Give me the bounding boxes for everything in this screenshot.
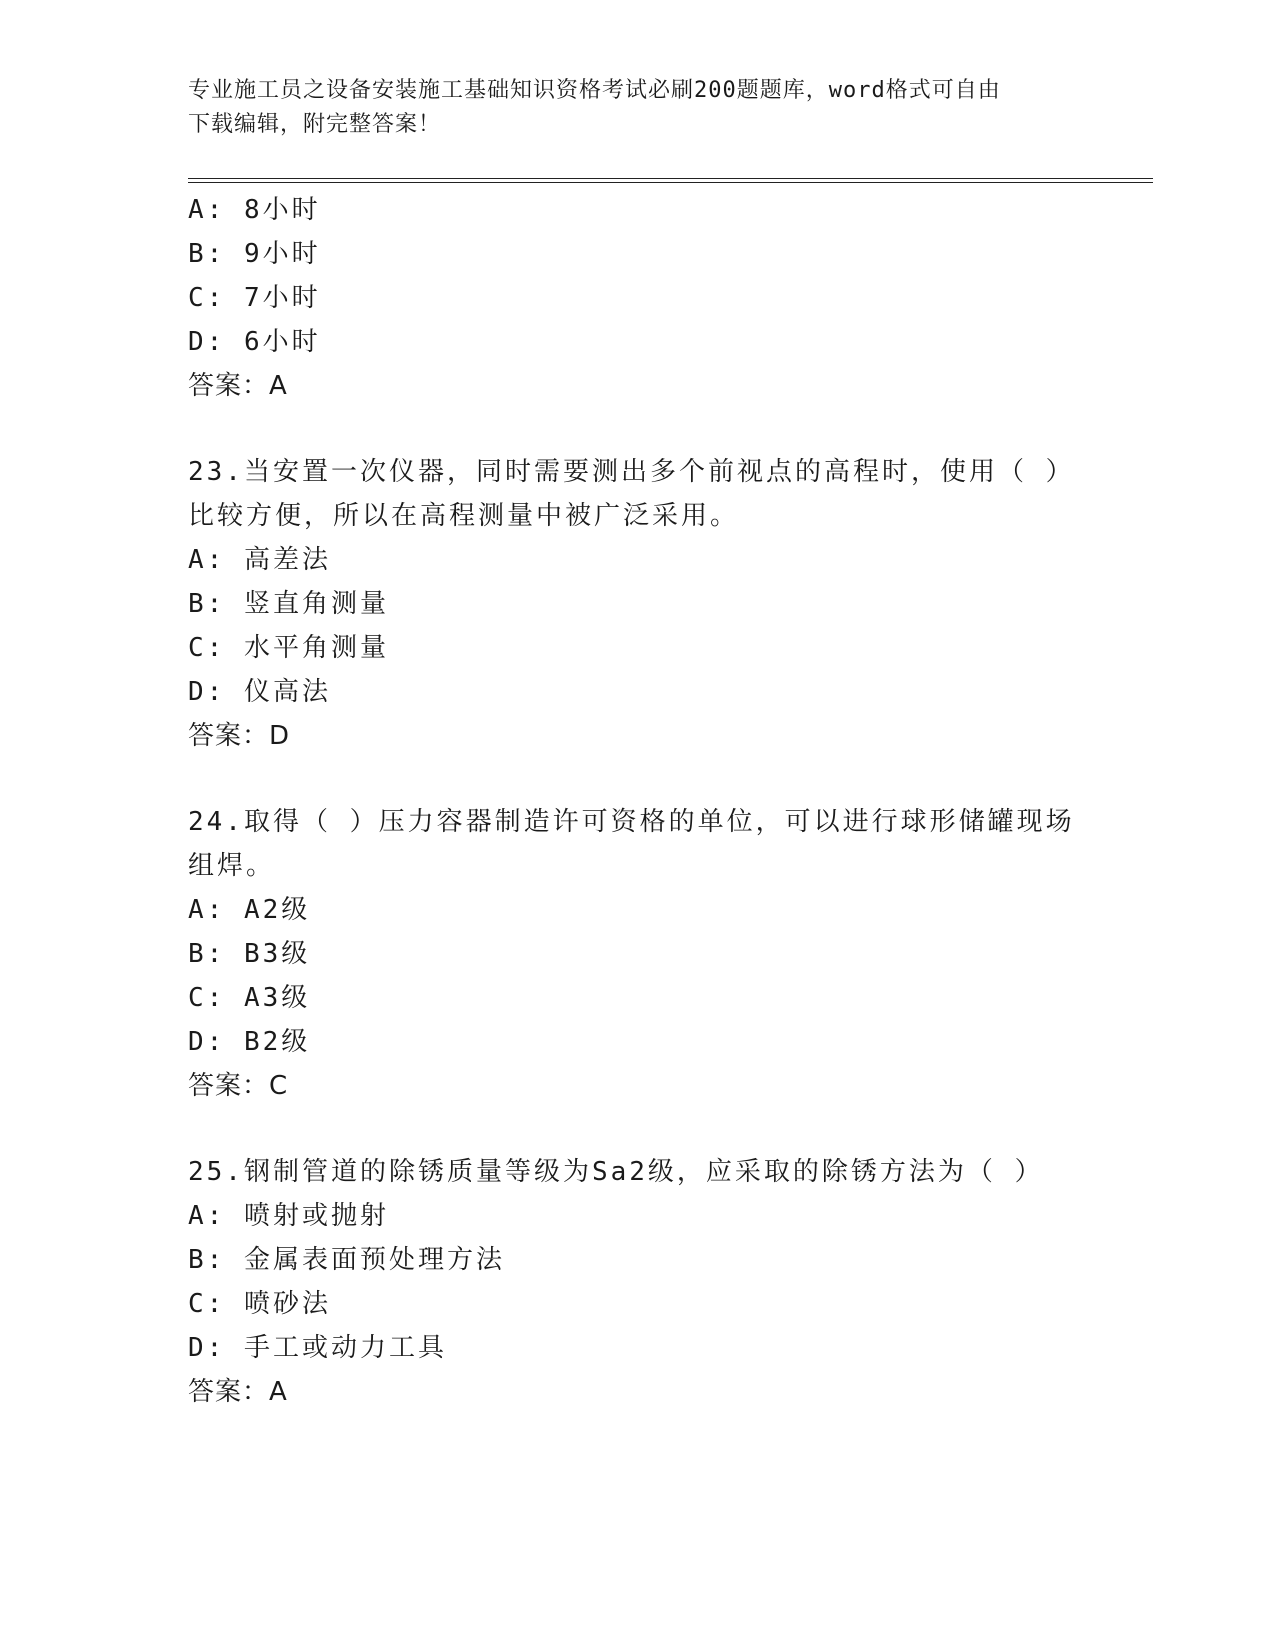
q25-option-b: B: 金属表面预处理方法 — [188, 1245, 505, 1275]
q25-answer: 答案：A — [188, 1377, 288, 1407]
q24-option-b: B: B3级 — [188, 939, 311, 969]
q22-option-a: A: 8小时 — [188, 195, 321, 225]
header-divider-top — [188, 178, 1153, 179]
q24-option-a: A: A2级 — [188, 895, 311, 925]
document-header — [188, 74, 1088, 142]
header-line-2: 下载编辑，附完整答案！ — [188, 112, 442, 137]
q25-option-a: A: 喷射或抛射 — [188, 1201, 389, 1231]
q24-question-line-1: 24.取得（ ）压力容器制造许可资格的单位，可以进行球形储罐现场 — [188, 807, 1075, 837]
q24-option-d: D: B2级 — [188, 1027, 311, 1057]
q25-option-c: C: 喷砂法 — [188, 1289, 331, 1319]
q23-option-c: C: 水平角测量 — [188, 633, 389, 663]
header-line-1: 专业施工员之设备安装施工基础知识资格考试必刷200题题库，word格式可自由 — [188, 78, 1001, 103]
q23-option-b: B: 竖直角测量 — [188, 589, 389, 619]
header-divider-bottom — [188, 182, 1153, 183]
q22-answer: 答案：A — [188, 371, 288, 401]
q24-question-line-2: 组焊。 — [188, 851, 276, 881]
q23-question-line-2: 比较方便，所以在高程测量中被广泛采用。 — [188, 501, 740, 531]
q23-option-d: D: 仪高法 — [188, 677, 331, 707]
q24-answer: 答案：C — [188, 1071, 289, 1101]
q23-option-a: A: 高差法 — [188, 545, 331, 575]
q23-answer: 答案：D — [188, 721, 291, 751]
q22-option-d: D: 6小时 — [188, 327, 321, 357]
q24-option-c: C: A3级 — [188, 983, 311, 1013]
q23-question-line-1: 23.当安置一次仪器，同时需要测出多个前视点的高程时，使用（ ） — [188, 457, 1075, 487]
q22-option-c: C: 7小时 — [188, 283, 321, 313]
q25-question-line-1: 25.钢制管道的除锈质量等级为Sa2级，应采取的除锈方法为（ ） — [188, 1157, 1044, 1187]
q22-option-b: B: 9小时 — [188, 239, 321, 269]
q25-option-d: D: 手工或动力工具 — [188, 1333, 447, 1363]
